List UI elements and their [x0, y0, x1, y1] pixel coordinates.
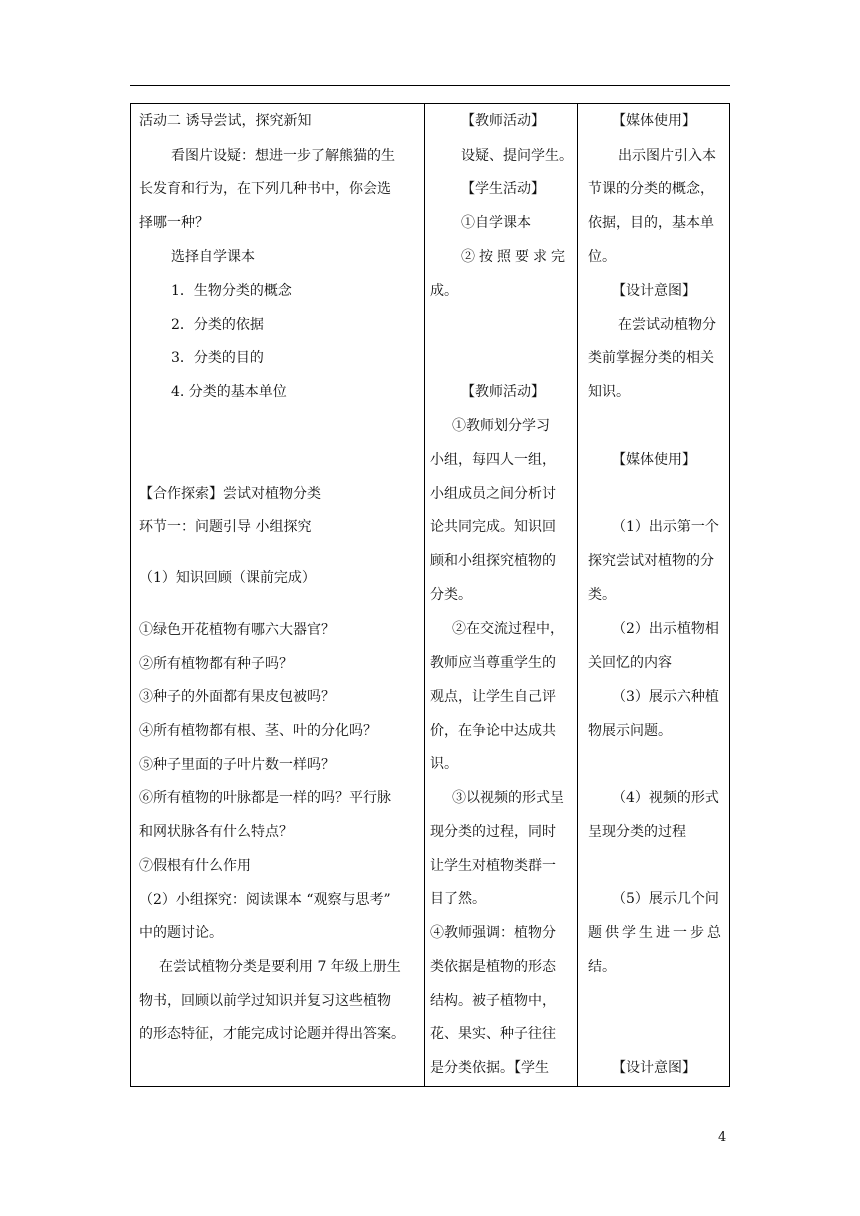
teacher-line: 小组成员之间分析讨	[430, 486, 556, 502]
review-title: （1）知识回顾（课前完成）	[139, 570, 316, 586]
student-item: 成。	[430, 283, 458, 299]
step1-title: 环节一：问题引导 小组探究	[139, 519, 312, 535]
media-line: （1）出示第一个	[612, 519, 719, 535]
media-line: （2）出示植物相	[612, 621, 719, 637]
intro-line: 长发育和行为，在下列几种书中，你会选	[139, 181, 391, 197]
student-title: 【学生活动】	[461, 181, 545, 197]
design-line: 知识。	[588, 384, 630, 400]
media-line: 呈现分类的过程	[588, 824, 686, 840]
group-study-line: （2）小组探究：阅读课本 “观察与思考”	[139, 892, 391, 908]
teacher-line: 小组，每四人一组，	[430, 452, 556, 468]
question-item: ③种子的外面都有果皮包被吗？	[139, 689, 335, 705]
teacher-text: 设疑、提问学生。	[461, 148, 573, 164]
column-divider-2	[577, 104, 578, 1086]
column-divider-1	[424, 104, 425, 1086]
self-study-item: 1．生物分类的概念	[171, 283, 292, 299]
question-item: 和网状脉各有什么特点？	[139, 824, 293, 840]
header-rule	[130, 85, 730, 86]
media-line: 位。	[588, 249, 616, 265]
teacher-line: 花、果实、种子往往	[430, 1026, 556, 1042]
teacher-line: 顾和小组探究植物的	[430, 553, 556, 569]
student-item: ②按照要求完	[461, 249, 569, 265]
teacher-line: ①教师划分学习	[452, 418, 550, 434]
media-title: 【媒体使用】	[612, 452, 696, 468]
teacher-line: ③以视频的形式呈	[452, 790, 564, 806]
design-title: 【设计意图】	[612, 283, 696, 299]
design-line: 在尝试动植物分	[618, 317, 716, 333]
teacher-title: 【教师活动】	[461, 384, 545, 400]
teacher-title: 【教师活动】	[461, 113, 545, 129]
teacher-line: 让学生对植物类群一	[430, 858, 556, 874]
media-line: 依据，目的，基本单	[588, 215, 714, 231]
media-line: 节课的分类的概念，	[588, 181, 714, 197]
media-line: （4）视频的形式	[612, 790, 719, 806]
page-number: 4	[718, 1130, 727, 1145]
media-line: （5）展示几个问	[612, 891, 719, 907]
teacher-line: 论共同完成。知识回	[430, 519, 556, 535]
media-line: 结。	[588, 959, 616, 975]
media-line: 题供学生进一步总	[588, 925, 724, 941]
closing-line: 物书，回顾以前学过知识并复习这些植物	[139, 993, 391, 1009]
teacher-line: 是分类依据。【学生	[430, 1060, 549, 1076]
intro-line: 择哪一种？	[139, 215, 209, 231]
question-item: ⑥所有植物的叶脉都是一样的吗？平行脉	[139, 790, 391, 806]
media-line: 出示图片引入本	[618, 148, 716, 164]
teacher-line: 现分类的过程，同时	[430, 824, 556, 840]
teacher-line: 观点，让学生自己评	[430, 689, 556, 705]
teacher-line: ④教师强调：植物分	[430, 925, 556, 941]
teacher-line: 分类。	[430, 587, 472, 603]
media-line: 类。	[588, 587, 616, 603]
media-title: 【媒体使用】	[612, 113, 696, 129]
teacher-line: ②在交流过程中，	[452, 621, 564, 637]
closing-line: 在尝试植物分类是要利用 7 年级上册生	[159, 959, 401, 975]
media-line: 关回忆的内容	[588, 655, 672, 671]
self-study-item: 4. 分类的基本单位	[171, 384, 287, 400]
student-item: ①自学课本	[461, 215, 531, 231]
question-item: ①绿色开花植物有哪六大器官？	[139, 622, 335, 638]
coop-title: 【合作探索】尝试对植物分类	[139, 486, 321, 502]
teacher-line: 结构。被子植物中，	[430, 993, 556, 1009]
teacher-line: 价，在争论中达成共	[430, 723, 556, 739]
teacher-line: 类依据是植物的形态	[430, 959, 556, 975]
design-title: 【设计意图】	[612, 1060, 696, 1076]
self-study-title: 选择自学课本	[171, 249, 255, 265]
teacher-line: 教师应当尊重学生的	[430, 655, 556, 671]
teacher-line: 目了然。	[430, 891, 486, 907]
media-line: 探究尝试对植物的分	[588, 553, 714, 569]
self-study-item: 2．分类的依据	[171, 317, 264, 333]
group-study-line: 中的题讨论。	[139, 925, 223, 941]
teacher-line: 识。	[430, 756, 458, 772]
intro-line: 看图片设疑：想进一步了解熊猫的生	[171, 148, 395, 164]
activity-title: 活动二 诱导尝试，探究新知	[139, 113, 312, 129]
media-line: 物展示问题。	[588, 723, 672, 739]
question-item: ②所有植物都有种子吗？	[139, 656, 293, 672]
question-item: ⑤种子里面的子叶片数一样吗？	[139, 757, 335, 773]
media-line: （3）展示六种植	[612, 689, 719, 705]
design-line: 类前掌握分类的相关	[588, 350, 714, 366]
self-study-item: 3．分类的目的	[171, 350, 264, 366]
question-item: ④所有植物都有根、茎、叶的分化吗？	[139, 723, 377, 739]
closing-line: 的形态特征，才能完成讨论题并得出答案。	[139, 1026, 405, 1042]
question-item: ⑦假根有什么作用	[139, 858, 251, 874]
